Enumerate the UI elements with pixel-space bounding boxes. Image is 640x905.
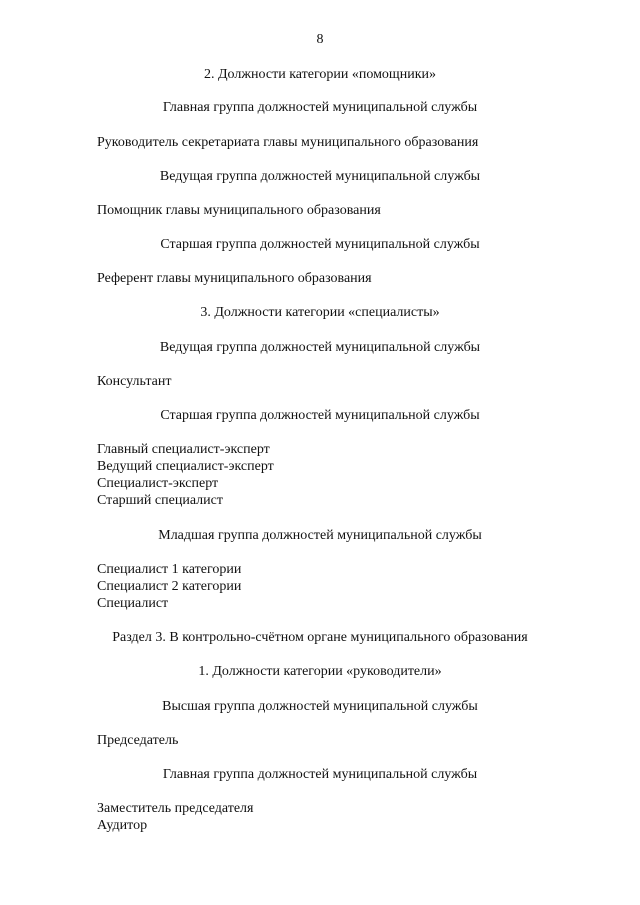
- position-item: Заместитель председателя: [97, 801, 254, 816]
- group-title-leading: Ведущая группа должностей муниципальной службы: [159, 169, 481, 184]
- position-item: Специалист 1 категории: [97, 562, 242, 577]
- group-title-leading: Ведущая группа должностей муниципальной службы: [159, 340, 481, 355]
- position-item: Специалист 2 категории: [97, 579, 242, 594]
- group-title-main: Главная группа должностей муниципальной службы: [162, 100, 478, 115]
- position-item: Консультант: [97, 374, 172, 389]
- category-heading-specialists: 3. Должности категории «специалисты»: [200, 305, 440, 320]
- group-title-junior: Младшая группа должностей муниципальной службы: [158, 528, 482, 543]
- group-title-senior: Старшая группа должностей муниципальной службы: [160, 408, 480, 423]
- group-title-senior: Старшая группа должностей муниципальной службы: [160, 237, 480, 252]
- category-heading-assistants: 2. Должности категории «помощники»: [204, 67, 436, 82]
- position-item: Помощник главы муниципального образования: [97, 203, 381, 218]
- position-item: Ведущий специалист-эксперт: [97, 459, 274, 474]
- position-item: Старший специалист: [97, 493, 223, 508]
- position-item: Специалист-эксперт: [97, 476, 219, 491]
- position-item: Руководитель секретариата главы муниципального образования: [97, 135, 479, 150]
- position-item: Аудитор: [97, 818, 148, 833]
- category-heading-leaders: 1. Должности категории «руководители»: [198, 664, 442, 679]
- page-number: 8: [316, 32, 324, 47]
- group-title-highest: Высшая группа должностей муниципальной службы: [162, 699, 478, 714]
- position-item: Специалист: [97, 596, 169, 611]
- group-title-main: Главная группа должностей муниципальной службы: [162, 767, 478, 782]
- position-item: Референт главы муниципального образования: [97, 271, 372, 286]
- section-heading: Раздел 3. В контрольно-счётном органе муниципального образования: [112, 630, 528, 645]
- position-item: Главный специалист-эксперт: [97, 442, 270, 457]
- position-item: Председатель: [97, 733, 179, 748]
